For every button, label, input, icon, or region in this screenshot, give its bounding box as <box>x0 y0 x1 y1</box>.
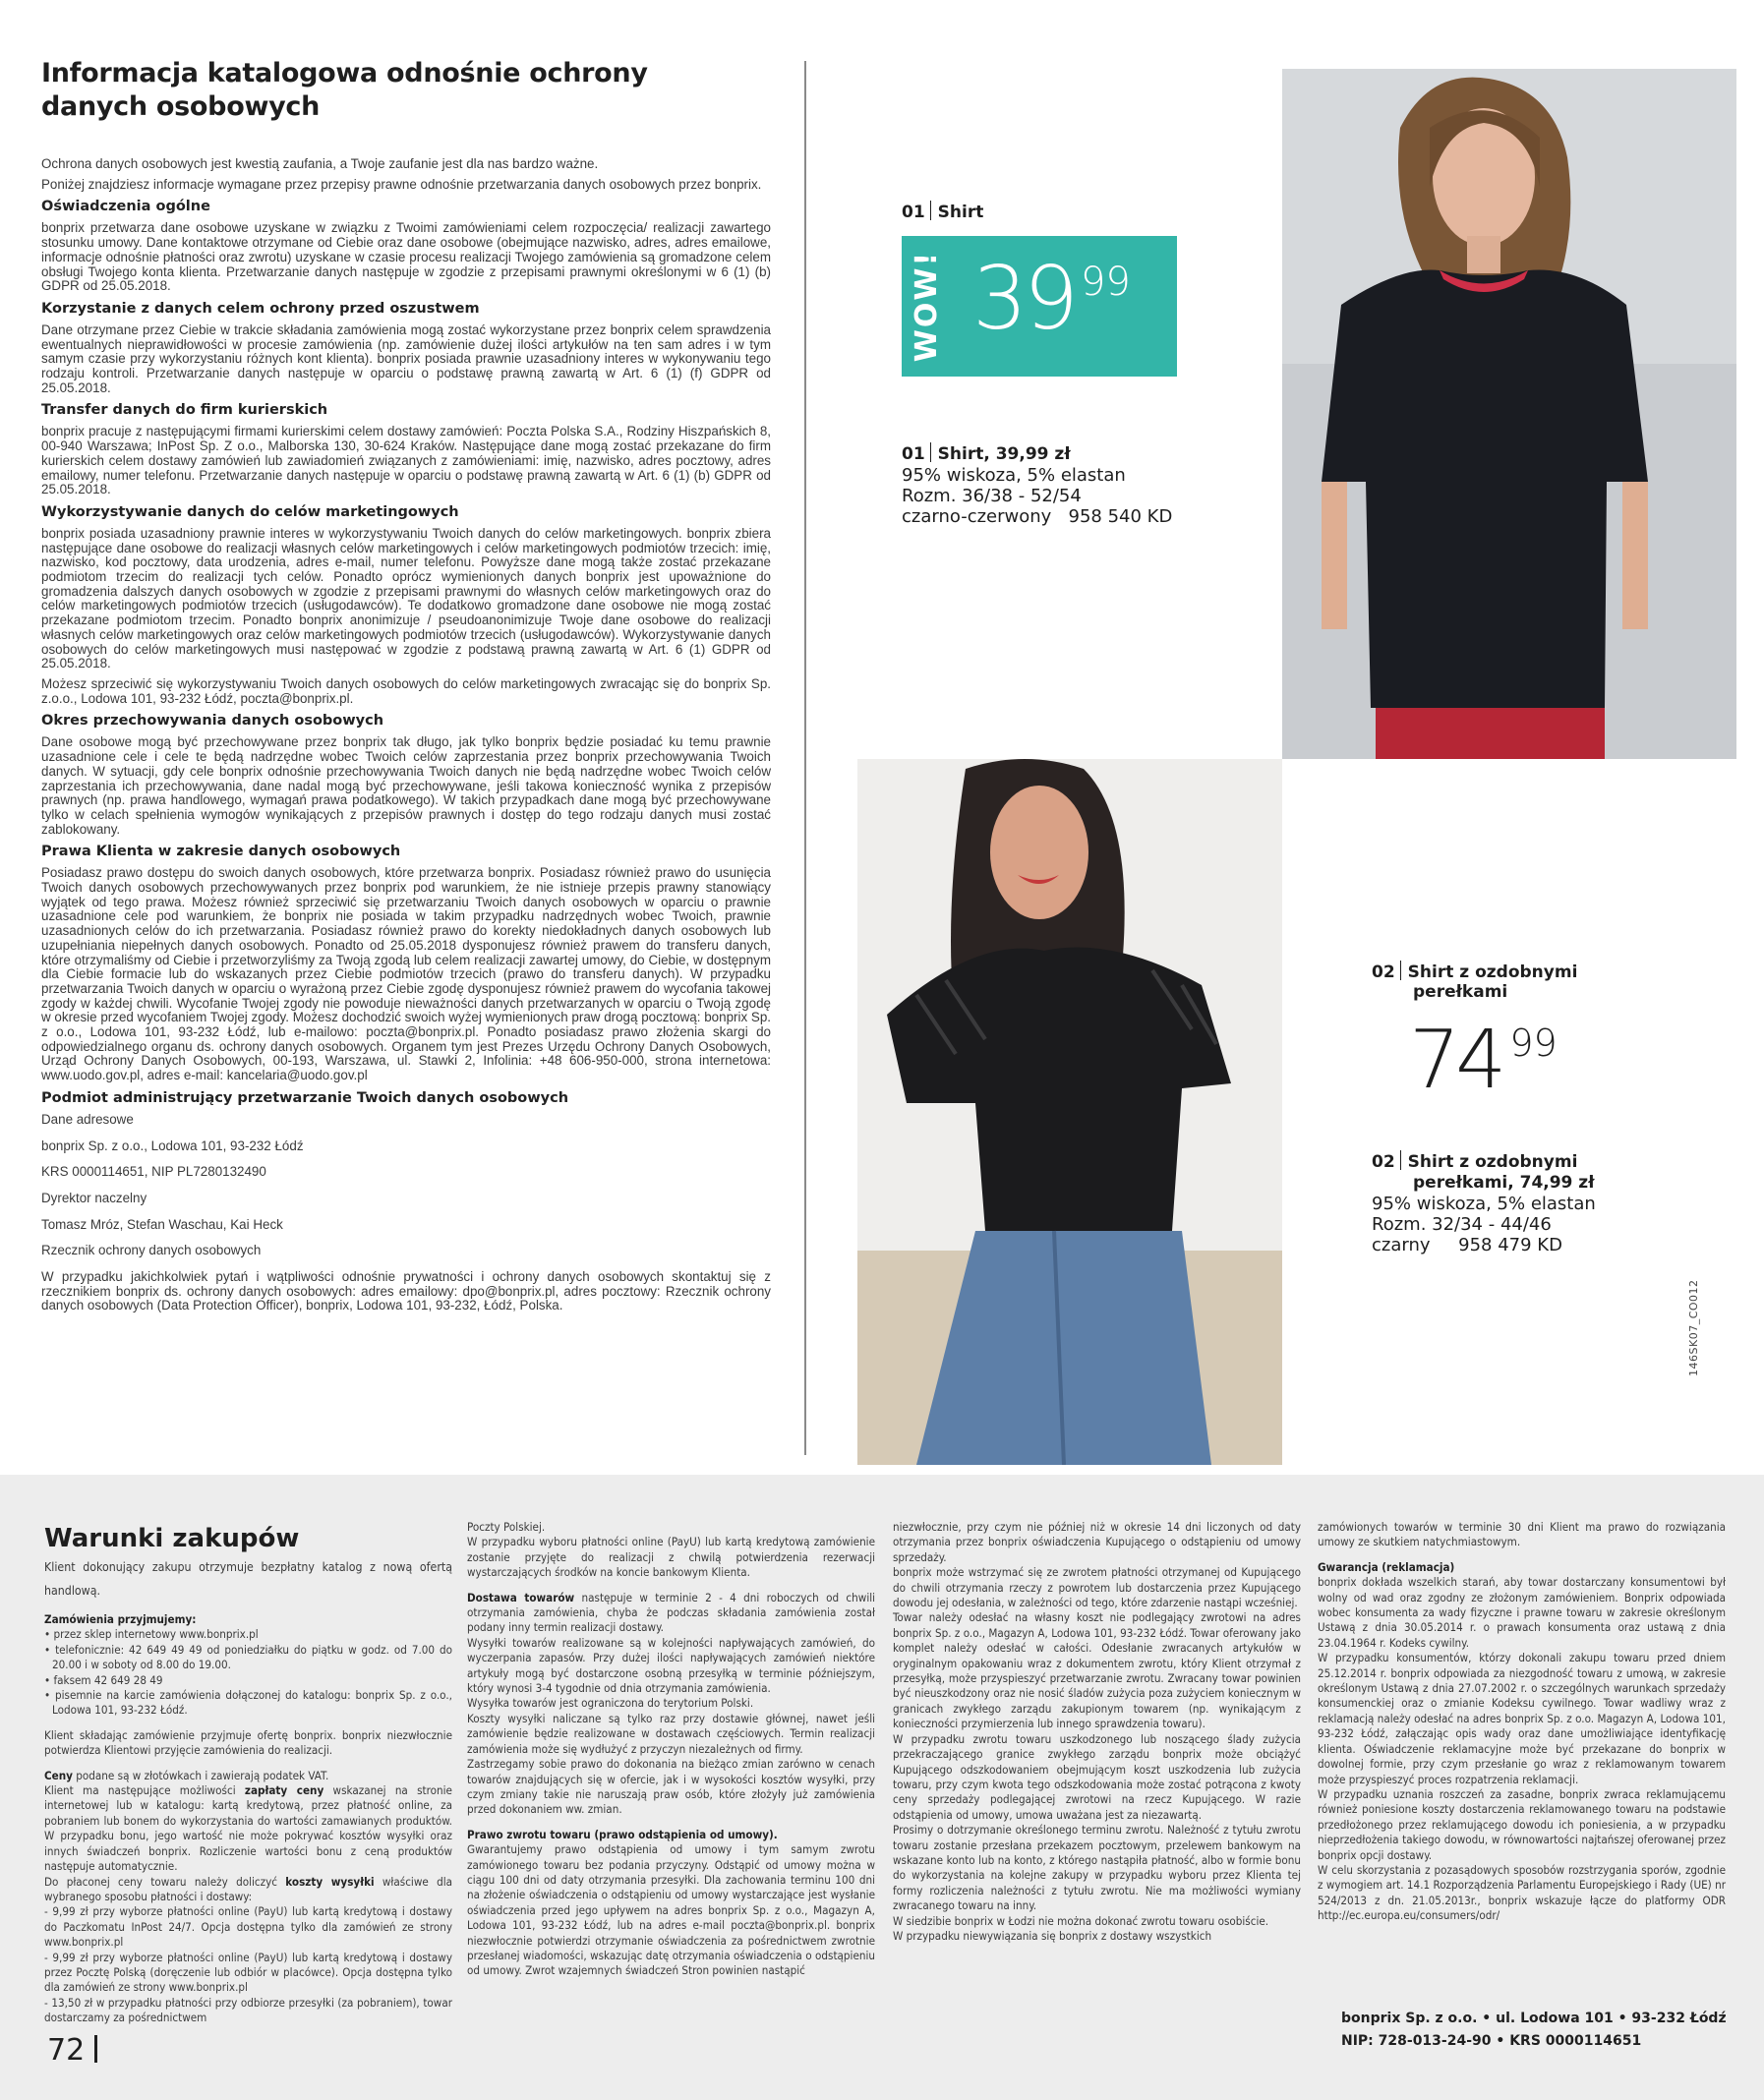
product-number: 01 <box>902 203 925 222</box>
product-color-code: czarno-czerwony 958 540 KD <box>902 506 1173 527</box>
admin-line: Tomasz Mróz, Stefan Waschau, Kai Heck <box>41 1216 283 1232</box>
product-02-heading <box>1372 961 1577 1002</box>
terms-column-1 <box>44 1526 452 2026</box>
shipping-option: - 13,50 zł w przypadku płatności przy odbiorze przesyłki (za pobraniem), towar dostarczamy za pośrednictwem <box>44 1995 452 2025</box>
product-sizes: Rozm. 36/38 - 52/54 <box>902 486 1082 506</box>
prices-text: Ceny podane są w złotówkach i zawierają podatek VAT. <box>44 1768 329 1782</box>
section-text: bonprix pracuje z następującymi firmami kurierskimi celem dostawy zamówień: Poczta Polska S.A., Rodziny Hiszpańskich 8, 00-940 Warszawa; InPost Sp. Z o.o., Malborska 130, 30-624 Kraków. Następujące dane mogą zostać przekazane do firm kurierskich celem dostawy zamówień lub zawiadomień związanych z zamówieniami: imię, nazwisko, adres pocztowy, adres emailowy, numer telefonu. Przetwarzanie danych następuje w oparciu o podstawę prawną zawartą w Art. 6 (1) (b) GDPR od 25.05.2018. <box>41 424 771 497</box>
product-01-details <box>902 442 1172 527</box>
terms-column-3: niezwłocznie, przy czym nie później niż w okresie 14 dni liczonych od daty otrzymania przez bonprix oświadczenia Kupującego o odstąpieniu od umowy sprzedaży. bonprix może wstrzymać się ze zwrotem płatności otrzymanej od Kupującego do chwili otrzymania rzeczy z powrotem lub dostarczenia przez Kupującego dowodu jej odesłania, w zależności od tego, które zdarzenie nastąpi wcześniej. Towar należy odesłać na własny koszt nie podlegający zwrotowi na adres bonprix Sp. z o.o., Magazyn A, Lodowa 101, 93-232 Łódź. Towar oferowany jako komplet należy odesłać w całości. Odesłanie zwracanych artykułów w oryginalnym opakowaniu wraz z dokumentem zwrotu, który Klient otrzymał z przesyłką, może przyspieszyć przetwarzanie zwrotu. Zwracany towar powinien być nieuszkodzony oraz nie nosić śladów zużycia poza zużyciem koniecznym w granicach zwykłego zarządu zakupionym towarem (np. wynikającym z konieczności przymierzenia lub innego sprawdzenia towaru). W przypadku zwrotu towaru uszkodzonego lub noszącego ślady zużycia przekraczającego granice zwykłego zarządu bonprix może obciążyć Kupującego odszkodowaniem obejmującym koszt uszkodzenia lub zużycia towaru, przy czym kwota tego odszkodowania może zostać potrącona z kwoty ceny sprzedaży podlegającej zwrotowi na rzecz Kupującego. W razie odstąpienia od umowy, umowa uważana jest za niezawartą. Prosimy o dotrzymanie określonego terminu zwrotu. Należność z tytułu zwrotu towaru zostanie przesłana przekazem pocztowym, przelewem bankowym na wskazane konto lub na konto, z którego nastąpiła płatność, albo w formie bonu do wykorzystania na kolejne zakupy w przypadku wyboru przez Klienta tej formy rozliczenia należności z tytułu zwrotu. Nie ma możliwości wymiany zwracanego towaru na inny. W siedzibie bonprix w Łodzi nie można dokonać zwrotu towaru osobiście. W przypadku niewywiązania się bonprix z dostawy wszystkich <box>893 1520 1301 1943</box>
terms-title: Warunki zakupów <box>44 1524 300 1553</box>
price-main: 74 <box>1409 1014 1502 1107</box>
orders-heading: Zamówienia przyjmujemy: <box>44 1612 197 1626</box>
shipping-text: Do płaconej ceny towaru należy doliczyć koszty wysyłki właściwe dla wybranego sposobu płatności i dostawy: <box>44 1874 452 1903</box>
admin-closing: W przypadku jakichkolwiek pytań i wątpliwości odnośnie prywatności i ochrony danych osobowych skontaktuj się z rzecznikiem bonprix ds. ochrony danych osobowych: adres emailowy: dpo@bonprix.pl, adres pocztowy: Rzecznik ochrony danych osobowych (Data Protection Officer), bonprix, Lodowa 101, 93-232, Łódź, Polska. <box>41 1269 771 1313</box>
admin-line: bonprix Sp. z o.o., Lodowa 101, 93-232 Łódź <box>41 1138 304 1153</box>
product-name: Shirt <box>937 203 984 222</box>
admin-line: Rzecznik ochrony danych osobowych <box>41 1243 262 1258</box>
order-method: • pisemnie na karcie zamówienia dołączonej do katalogu: bonprix Sp. z o.o., Lodowa 101, 93-232 Łódź. <box>44 1688 452 1718</box>
admin-line: KRS 0000114651, NIP PL7280132490 <box>41 1164 266 1180</box>
privacy-title: Informacja katalogowa odnośnie ochrony danych osobowych <box>41 58 648 122</box>
section-heading: Prawa Klienta w zakresie danych osobowych <box>41 844 401 860</box>
product-material: 95% wiskoza, 5% elastan <box>1372 1194 1596 1214</box>
shipping-option: - 9,99 zł przy wyborze płatności online (PayU) lub kartą kredytową i dostawy do Paczkomatu InPost 24/7. Opcja dostępna tylko dla zamówień ze strony www.bonprix.pl <box>44 1904 452 1950</box>
delivery-text: Dostawa towarów następuje w terminie 2 - 4 dni roboczych od chwili otrzymania zamówienia, chyba że podczas składania zamówienia został podany inny termin realizacji dostawy. <box>467 1590 876 1635</box>
product-01-title-full: 01 Shirt, 39,99 zł <box>902 444 1071 464</box>
section-heading: Okres przechowywania danych osobowych <box>41 713 384 729</box>
product-color-code: czarny 958 479 KD <box>1372 1235 1562 1255</box>
privacy-notice <box>41 57 771 1319</box>
model-02-illustration <box>857 759 1282 1465</box>
separator-bar <box>1400 1150 1401 1170</box>
price-cents: 99 <box>1509 1021 1558 1065</box>
admin-heading: Podmiot administrujący przetwarzanie Twoich danych osobowych <box>41 1089 569 1106</box>
section-text: Dane osobowe mogą być przechowywane przez bonprix tak długo, jak tylko bonprix będzie posiadać ku temu prawnie uzasadnione cele i cele te będą nadrzędne wobec Twoich celów zaprzestania przez bonprix przechowywania Twoich danych. W sytuacji, gdy cele bonprix odnośnie przechowywania Twoich danych nie będą nadrzędne wobec Twoich celów zaprzestania ich przechowywania, dane nadal mogą być przechowywane, jeśli takowa konieczność wynika z przepisów prawnych (np. prawa handlowego, wymagań prawa podatkowego). W takich przypadkach dane mogą być przechowywane tylko w celach spełnienia wymogów wynikających z przepisów prawnych i dostęp do tego rodzaju danych musi zostać zablokowany. <box>41 734 771 837</box>
payment-text: Klient ma następujące możliwości zapłaty ceny wskazanej na stronie internetowej lub w katalogu: kartą kredytową, przez płatność online, za pobraniem lub bonem do wykorzystania do wartości zamawianych produktów. W przypadku bonu, jego wartość nie może pokrywać kosztów wysyłki oraz innych świadczeń bonprix. Rozliczenie wartości bonu z ceną produktów następuje automatycznie. <box>44 1783 452 1874</box>
product-02-photo[interactable] <box>857 759 1282 1465</box>
privacy-intro-2: Poniżej znajdziesz informacje wymagane przez przepisy prawne odnośnie przetwarzania danych osobowych przez bonprix. <box>41 176 762 192</box>
return-text: Gwarantujemy prawo odstąpienia od umowy i tym samym zwrotu zamówionego towaru bez podania przyczyny. Odstąpić od umowy można w ciągu 100 dni od daty otrzymania przesyłki. Dla zachowania terminu 100 dni na złożenie oświadczenia o odstąpieniu od umowy wystarczające jest wysłanie oświadczenia przed jego upływem na adres bonprix Sp. z o.o., Magazyn A, Lodowa 101, 93-232 Łódź, lub na adres e-mail poczta@bonprix.pl. bonprix niezwłocznie potwierdzi otrzymanie oświadczenia za pośrednictwem zwrotnie przesłanej wiadomości, wskazując datę otrzymania oświadczenia o odstąpieniu od umowy. Zwrot wzajemnych świadczeń Stron powinien nastąpić <box>467 1842 875 1978</box>
order-method: • przez sklep internetowy www.bonprix.pl <box>44 1627 259 1642</box>
price-cents: 99 <box>1080 260 1131 305</box>
separator-bar <box>1400 961 1401 980</box>
warranty-heading: Gwarancja (reklamacja) <box>1318 1559 1455 1574</box>
shipping-option: - 9,99 zł przy wyborze płatności online (PayU) lub kartą kredytową i dostawy przez Pocztę Polską (doręczenie lub odbiór w placówce). Opcja dostępna tylko dla zamówień ze strony www.bonprix.pl <box>44 1950 452 1995</box>
wow-label: WOW! <box>910 250 945 363</box>
model-01-illustration <box>1282 69 1736 759</box>
wow-price-badge <box>902 236 1177 377</box>
product-01-heading <box>902 201 983 222</box>
section-heading: Transfer danych do firm kurierskich <box>41 402 328 419</box>
section-text: Możesz sprzeciwić się wykorzystywaniu Twoich danych osobowych do celów marketingowych zwracając się do bonprix Sp. z.o.o., Lodowa 101, 93-232 Łódź, poczta@bonprix.pl. <box>41 675 771 706</box>
section-text: Dane otrzymane przez Ciebie w trakcie składania zamówienia mogą zostać wykorzystane przez bonprix celem sprawdzenia ewentualnych nieprawidłowości w procesie zamówienia (np. zamówienie dużej ilości artykułów na ten sam adres i w tym samym czasie przy wykorzystaniu różnych kont klienta). bonprix posiada prawnie uzasadniony interes w wykonywaniu tego rodzaju kontroli. Przetwarzanie danych następuje w oparciu o podstawę prawną zawartą w Art. 6 (1) (f) GDPR od 25.05.2018. <box>41 321 771 395</box>
price-main: 39 <box>972 248 1075 349</box>
terms-lead: Klient dokonujący zakupu otrzymuje bezpłatny katalog z nową ofertą handlową. <box>44 1560 452 1598</box>
catalog-code: 146SK07_CO012 <box>1687 1279 1700 1376</box>
product-name: Shirt z ozdobnymi <box>1407 962 1578 982</box>
separator-bar <box>930 442 931 462</box>
product-sizes: Rozm. 32/34 - 44/46 <box>1372 1214 1552 1235</box>
separator-bar <box>930 201 931 220</box>
product-01-photo[interactable] <box>1282 69 1736 759</box>
product-material: 95% wiskoza, 5% elastan <box>902 465 1126 486</box>
page-number-bar <box>94 2035 97 2063</box>
product-name-line2: perełkami <box>1413 982 1508 1002</box>
admin-line: Dyrektor naczelny <box>41 1190 147 1205</box>
product-02-price <box>1409 1014 1558 1107</box>
company-footer: bonprix Sp. z o.o. • ul. Lodowa 101 • 93-232 Łódź NIP: 728-013-24-90 • KRS 0000114651 <box>1341 2011 1727 2049</box>
odr-text: W celu skorzystania z pozasądowych sposobów rozstrzygania sporów, zgodnie z wymogiem art. 14.1 Rozporządzenia Parlamentu Europejskiego i Rady (UE) nr 524/2013 z dn. 21.05.2013r., bonprix wskazuje łącze do platformy ODR http://ec.europa.eu/consumers/odr/ <box>1318 1862 1726 1923</box>
terms-column-2: Poczty Polskiej. W przypadku wyboru płatności online (PayU) lub kartą kredytową zamówienie zostanie przyjęte do realizacji z chwilą potwierdzenia rezerwacji wystarczających środków na koncie bankowym Klienta. Dostawa towarów następuje w terminie 2 - 4 dni roboczych od chwili otrzymania zamówienia, chyba że podczas składania zamówienia został podany inny termin realizacji dostawy. Wysyłki towarów realizowane są w kolejności napływających zamówień, do wyczerpania zapasów. Przy dużej ilości napływających zamówień niektóre artykuły mogą być dostarczone osobną przesyłką w terminie późniejszym, który wynosi 3-4 tygodnie od dnia otrzymania zamówienia. Wysyłka towarów jest ograniczona do terytorium Polski. Koszty wysyłki naliczane są tylko raz przy dostawie głównej, nawet jeśli zamówienie będzie realizowane w dostawach częściowych. Termin realizacji zamówienia może się wydłużyć z przyczyn niezależnych od firmy. Zastrzegamy sobie prawo do dokonania na bieżąco zmian zarówno w cenach towarów znajdujących się w ofercie, jak i w wysokości kosztów wysyłki, przy czym zmiany takie nie naruszają praw osób, które złożyły już zamówienia przed dokonaniem ww. zmian. Prawo zwrotu towaru (prawo odstąpienia od umowy). Gwarantujemy prawo odstąpienia od umowy i tym samym zwrotu zamówionego towaru bez podania przyczyny. Odstąpić od umowy można w ciągu 100 dni od daty otrzymania przesyłki. Dla zachowania terminu 100 dni na złożenie oświadczenia o odstąpieniu od umowy wystarczające jest wysłanie oświadczenia przed jego upływem na adres bonprix Sp. z o.o., Magazyn A, Lodowa 101, 93-232 Łódź, lub na adres e-mail poczta@bonprix.pl. bonprix niezwłocznie potwierdzi otrzymanie oświadczenia za pośrednictwem zwrotnie przesłanej wiadomości, wskazując datę otrzymania oświadczenia o odstąpieniu od umowy. Zwrot wzajemnych świadczeń Stron powinien nastąpić <box>467 1520 876 1978</box>
payu-note: W przypadku wyboru płatności online (PayU) lub kartą kredytową zamówienie zostanie przyjęte do realizacji z chwilą potwierdzenia rezerwacji wystarczających środków na koncie bankowym Klienta. <box>467 1535 875 1580</box>
section-text: bonprix posiada uzasadniony prawnie interes w wykorzystywaniu Twoich danych do celów marketingowych. bonprix zbiera następujące dane osobowe do realizacji własnych celów marketingowych i celów marketingowych podmiotów trzecich: imię, nazwisko, kod pocztowy, data urodzenia, adres e-mail, numer telefonu. Powyższe dane mogą także zostać przekazane podmiotom trzecim do realizacji tych celów. Ponadto oprócz wymienionych danych bonprix jest upoważnione do gromadzenia dalszych danych osobowych w zgodzie z przepisami prawnymi do własnych celów marketingowych oraz do celów marketingowych podmiotów trzecich (usługodawców). Te dodatkowo gromadzone dane osobowe nie mogą zostać przekazane podmiotom trzecim. Ponadto bonprix anonimizuje / pseudoanonimizuje Twoje dane osobowe do realizacji własnych celów marketingowych oraz celów marketingowych podmiotów trzecich (usługodawców). Wykorzystywanie danych osobowych do celów marketingowych musi następować w zgodzie z podstawą prawną zawartą w Art. 6 (1) GDPR od 25.05.2018. <box>41 525 771 671</box>
order-methods-list <box>44 1627 452 1718</box>
section-text: bonprix przetwarza dane osobowe uzyskane w związku z Twoimi zamówieniami celem rozpoczęcia/ realizacji zawartego stosunku umowy. Dane kontaktowe otrzymane od Ciebie oraz dane osobowe (obejmujące nazwisko, adres, adres emailowe, informacje odnośnie płatności oraz zwrotu) uzyskane w czasie procesu realizacji Twojego zamówienia są gromadzone celem obsługi Twojego konta klienta. Przetwarzanie danych następuje w zgodzie z przepisami prawnymi określonymi w 6 (1) (b) GDPR od 25.05.2018. <box>41 220 771 294</box>
privacy-intro-1: Ochrona danych osobowych jest kwestią zaufania, a Twoje zaufanie jest dla nas bardzo ważne. <box>41 156 599 171</box>
admin-line: Dane adresowe <box>41 1111 134 1127</box>
product-01-price <box>972 248 1131 349</box>
order-method: • telefonicznie: 42 649 49 49 od poniedziałku do piątku w godz. od 7.00 do 20.00 i w soboty od 8.00 do 19.00. <box>44 1642 452 1672</box>
terms-of-purchase <box>0 1475 1764 2100</box>
column-divider <box>804 61 806 1455</box>
acceptance-text: Klient składając zamówienie przyjmuje ofertę bonprix. bonprix niezwłocznie potwierdza Klientowi przyjęcie zamówienia do realizacji. <box>44 1727 452 1758</box>
order-method: • faksem 42 649 28 49 <box>44 1672 163 1687</box>
return-heading: Prawo zwrotu towaru (prawo odstąpienia od umowy). <box>467 1827 778 1841</box>
page-number: 72 <box>47 2033 97 2068</box>
terms-column-4: zamówionych towarów w terminie 30 dni Klient ma prawo do rozwiązania umowy ze skutkiem natychmiastowym. Gwarancja (reklamacja) bonprix dokłada wszelkich starań, aby towar dostarczany konsumentowi był wolny od wad oraz zgodny ze złożonym zamówieniem. Bonprix odpowiada wobec konsumenta za wady fizyczne i prawne towaru w zakresie określonym Ustawą z dnia 30.05.2014 r. o prawach konsumenta oraz ustawą z dnia 23.04.1964 r. Kodeks cywilny. W przypadku konsumentów, którzy dokonali zakupu towaru przed dniem 25.12.2014 r. bonprix odpowiada za niezgodność towaru z umową, w zakresie określonym Ustawą z dnia 27.07.2002 r. o szczególnych warunkach sprzedaży konsumenckiej oraz o zmianie Kodeksu cywilnego. Towar wadliwy wraz z reklamacją należy odesłać na adres bonprix Sp. z o.o. Magazyn A, Lodowa 101, 93-232 Łódź, załączając opis wady oraz dane umożliwiające identyfikację klienta. Oświadczenie reklamacyjne może być przekazane do bonprix w dowolnej formie, przy czym przesłanie go wraz z reklamowanym towarem może przyspieszyć proces rozpatrzenia reklamacji. W przypadku uznania roszczeń za zasadne, bonprix zwraca reklamującemu również poniesione koszty dostarczenia reklamowanego towaru na podstawie przedłożonego przez reklamującego dowodu ich poniesienia, a w przypadku nieprzedłożenia takiego dowodu, w równowartości najtańszej oferowanej przez bonprix opcji dostawy. W celu skorzystania z pozasądowych sposobów rozstrzygania sporów, zgodnie z wymogiem art. 14.1 Rozporządzenia Parlamentu Europejskiego i Rady (UE) nr 524/2013 z dn. 21.05.2013r., bonprix wskazuje łącze do platformy ODR http://ec.europa.eu/consumers/odr/ <box>1318 1520 1726 1923</box>
section-heading: Wykorzystywanie danych do celów marketingowych <box>41 503 459 520</box>
section-heading: Korzystanie z danych celem ochrony przed oszustwem <box>41 300 480 317</box>
product-02-title-full: 02 Shirt z ozdobnymi perełkami, 74,99 zł <box>1372 1152 1595 1193</box>
section-text: Posiadasz prawo dostępu do swoich danych osobowych, które przetwarza bonprix. Posiadasz również prawo do usunięcia Twoich danych osobowych przechowywanych przez bonprix pod warunkiem, że nie istnieje przepis prawny stanowiący wyjątek od tego prawa. Możesz również sprzeciwić się przetwarzaniu Twoich danych osobowych w oparciu o prawnie uzasadnione cele pod warunkiem, że bonprix nie posiada w takim przypadku nadrzędnych wobec Twoich, prawnie uzasadnionych celów do ich przetwarzania. Posiadasz również prawo do korekty niedokładnych danych osobowych lub uzupełniania niepełnych danych osobowych. Ponadto od 25.05.2018 dysponujesz również prawem do transferu danych, które otrzymaliśmy od Ciebie i przetworzyliśmy za Twoją zgodą lub celem realizacji zawartej umowy, do Ciebie, w dostępnym dla Ciebie formacie lub do wskazanych przez Ciebie podmiotów trzecich (prawo do transferu danych). W przypadku przetwarzania Twoich danych w oparciu o wyrażoną przez Ciebie zgodę dysponujesz również prawem do wycofania takowej zgody w każdej chwili. Wycofanie Twojej zgody nie powoduje nieważności danych przetwarzanych w oparciu o Twoją zgodę w okresie przed wycofaniem Twojej zgody. Możesz dochodzić swoich wyżej wymienionych praw drogą pocztową: bonprix Sp. z o.o., Lodowa 101, 93-232 Łódź, lub e-mailowo: poczta@bonprix.pl. Ponadto posiadasz prawo złożenia skargi do odpowiedzialnego organu ds. ochrony danych osobowych. Organem tym jest Prezes Urzędu Ochrony Danych Osobowych, Urząd Ochrony Danych Osobowych, 00-193, Warszawa, ul. Stawki 2, Infolinia: +48 606-950-000, strona internetowa: www.uodo.gov.pl, adres e-mail: kancelaria@uodo.gov.pl <box>41 865 771 1083</box>
product-02-details <box>1372 1150 1596 1255</box>
product-number: 02 <box>1372 962 1395 982</box>
section-heading: Oświadczenia ogólne <box>41 199 210 215</box>
